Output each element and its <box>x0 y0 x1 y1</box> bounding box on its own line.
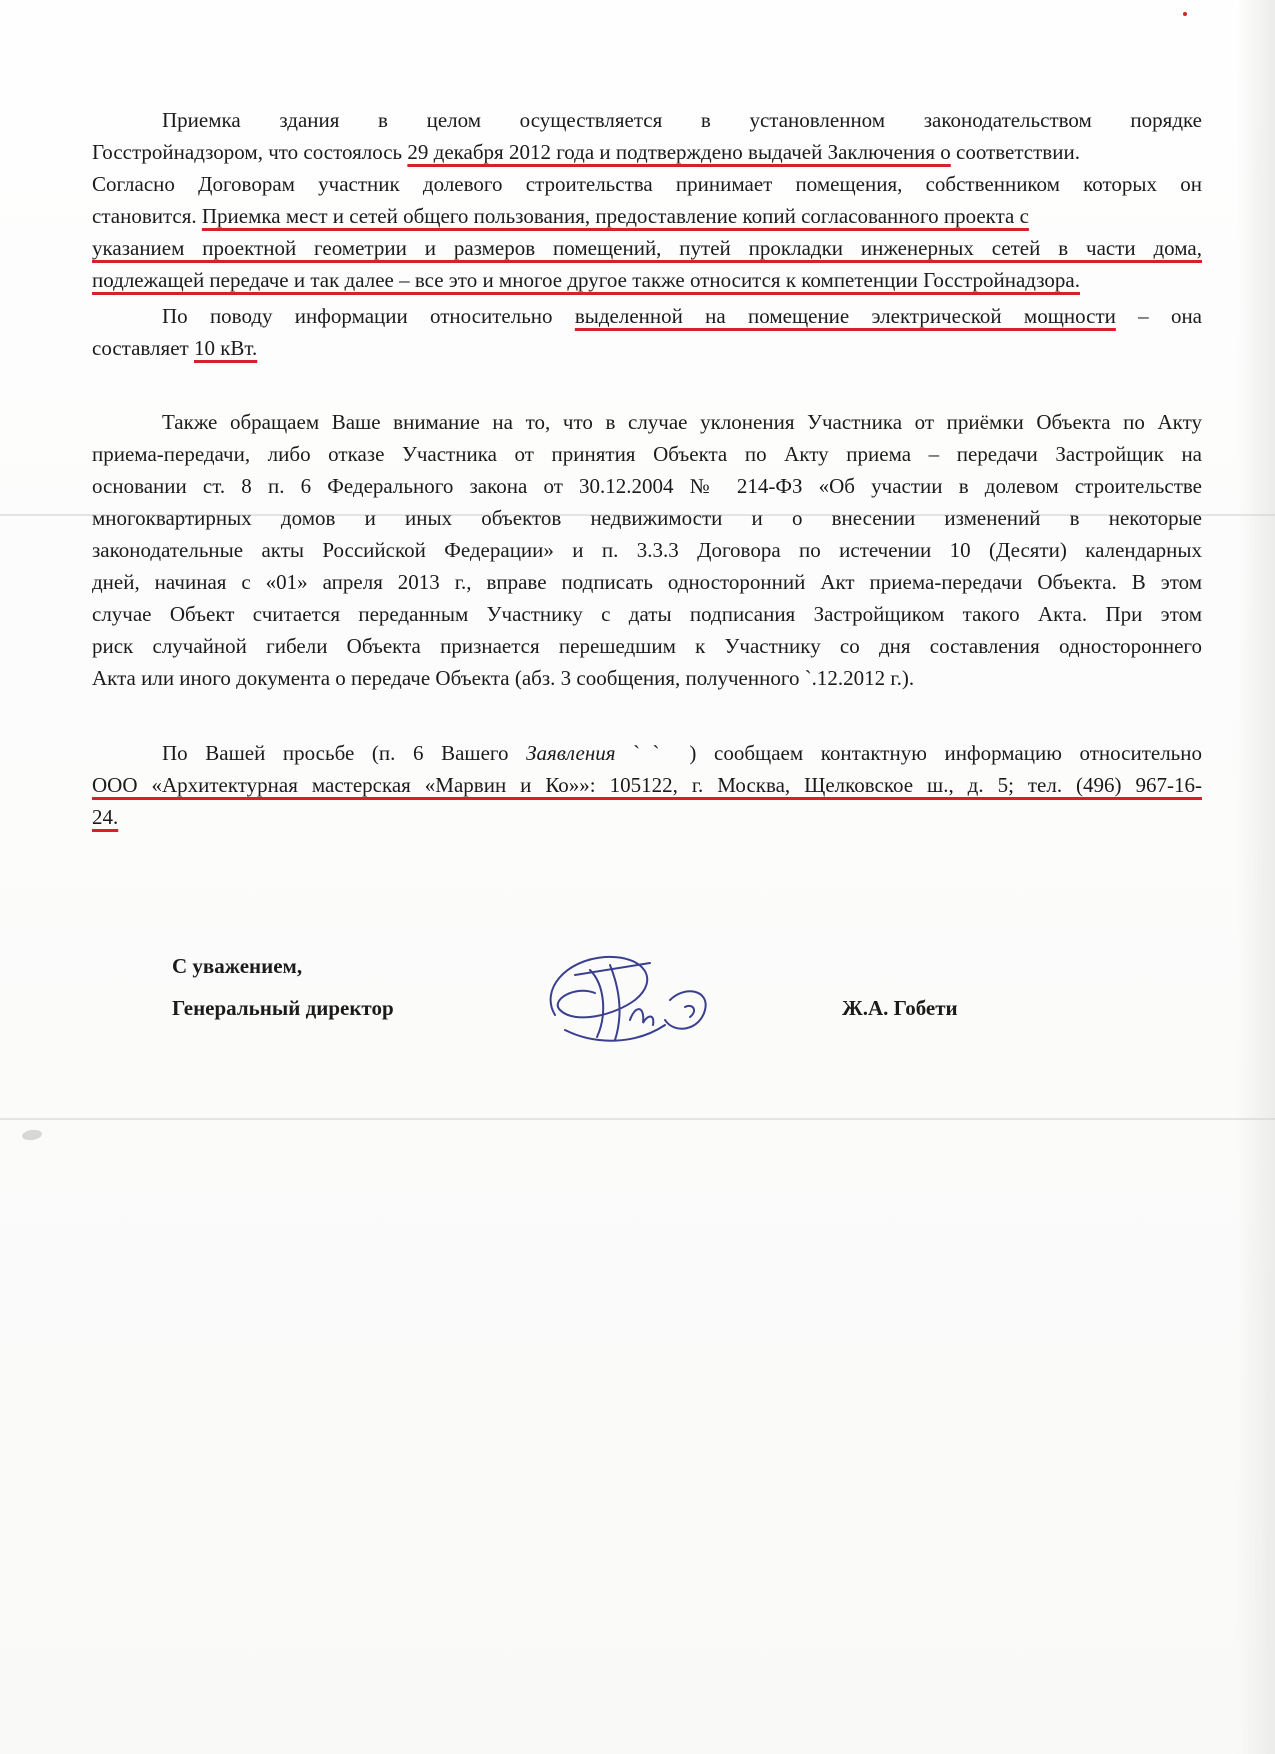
red-mark <box>1183 12 1187 16</box>
highlighted-date: 29 декабря 2012 года и подтверждено выдачей Заключения о <box>407 140 951 164</box>
text-segment: По поводу информации относительно <box>162 304 575 328</box>
signature-stroke <box>630 1009 653 1025</box>
text-line: приема-передачи, либо отказе Участника от принятия Объекта по Акту приема – передачи Застройщик на <box>92 442 1202 466</box>
text-line: основании ст. 8 п. 6 Федерального закона от 30.12.2004 № 214-ФЗ «Об участии в долевом строительстве <box>92 474 1202 498</box>
signatory-name: Ж.А. Гобети <box>842 996 958 1020</box>
text-line: многоквартирных домов и иных объектов недвижимости и о внесении изменений в некоторые <box>92 506 1202 530</box>
text-line <box>92 801 1202 833</box>
paragraph-power <box>92 300 1202 364</box>
signatory-position: Генеральный директор <box>172 996 394 1020</box>
paragraph-unilateral-act <box>92 406 1202 694</box>
scan-smudge <box>21 1129 42 1142</box>
page-edge-shadow <box>1237 0 1275 1754</box>
text-line: риск случайной гибели Объекта признается перешедшим к Участнику со дня составления одностороннего <box>92 634 1202 658</box>
text-segment: становится. <box>92 204 202 228</box>
text-line: Приемка здания в целом осуществляется в установленном законодательством порядке <box>162 108 1202 132</box>
text-line: законодательные акты Российской Федерации» и п. 3.3.3 Договора по истечении 10 (Десяти) календарных <box>92 538 1202 562</box>
signature-stroke <box>610 965 620 1040</box>
text-line: Акта или иного документа о передаче Объекта (абз. 3 сообщения, полученного ˋ.12.2012 г.). <box>92 666 915 690</box>
signature-stroke <box>685 1006 694 1017</box>
text-line <box>92 136 1202 168</box>
highlighted-power-value: 10 кВт. <box>193 336 258 360</box>
text-segment: По Вашей просьбе (п. 6 Вашего <box>162 741 527 765</box>
text-segment: Госстройнадзором, что состоялось <box>92 140 408 164</box>
text-line: Также обращаем Ваше внимание на то, что в случае уклонения Участника от приёмки Объекта по Акту <box>162 410 1202 434</box>
text-segment: соответствии. <box>950 140 1080 164</box>
highlighted-text: выделенной на помещение электрической мощности <box>574 304 1116 328</box>
text-line: Согласно Договорам участник долевого строительства принимает помещения, собственником которых он <box>92 172 1202 196</box>
handwritten-signature <box>535 945 735 1055</box>
text-segment: составляет <box>92 336 194 360</box>
text-segment: – она <box>1115 304 1203 328</box>
italic-term: Заявления <box>526 741 616 765</box>
text-line <box>92 300 1202 332</box>
highlighted-text: Приемка мест и сетей общего пользования, предоставление копий согласованного проекта с <box>201 204 1029 228</box>
paragraph-contact-info <box>92 737 1202 833</box>
closing-regards: С уважением, <box>172 954 303 978</box>
highlighted-text-line: подлежащей передаче и так далее – все это и многое другое также относится к компетенции Госстройнадзора. <box>92 268 1080 292</box>
text-line <box>92 200 1202 232</box>
paragraph-acceptance <box>92 104 1202 296</box>
text-line <box>92 332 1202 364</box>
highlighted-text-line: указанием проектной геометрии и размеров помещений, путей прокладки инженерных сетей в части дома, <box>92 236 1202 260</box>
signature-stroke <box>665 991 706 1028</box>
text-line: случае Объект считается переданным Участнику с даты подписания Застройщиком такого Акта. При этом <box>92 602 1202 626</box>
text-line <box>92 737 1202 769</box>
highlighted-phone-end: 24. <box>92 805 119 829</box>
signature-stroke <box>590 970 603 1037</box>
text-segment: ˋˋ ) сообщаем контактную информацию относительно <box>615 741 1202 765</box>
paper-fold-line <box>0 1118 1275 1120</box>
text-line: дней, начиная с «01» апреля 2013 г., вправе подписать односторонний Акт приема-передачи Объекта. В этом <box>92 570 1202 594</box>
highlighted-company-address: ООО «Архитектурная мастерская «Марвин и Ко»»: 105122, г. Москва, Щелковское ш., д. 5; тел. (496) 967-16- <box>92 773 1202 797</box>
